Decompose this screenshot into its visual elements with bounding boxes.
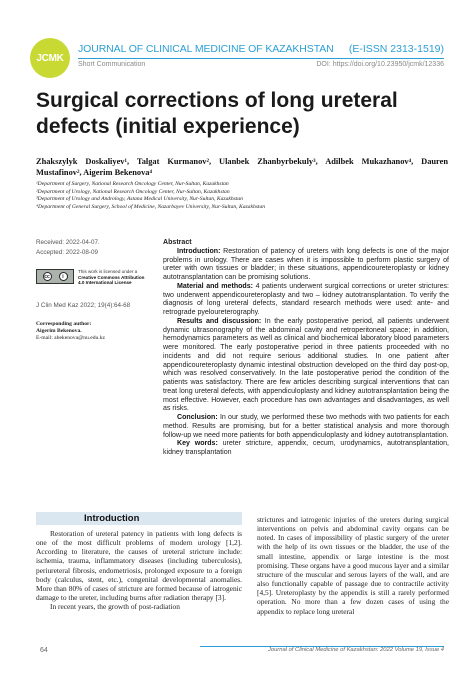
abstract-methods: Material and methods: 4 patients underwent surgical corrections or ureter strictures: two underwent appendicoureteroplasty and two – kidney autotransplantation. To verify the diagnosis of long ureteral defects, standard research methods were used: ante- and retrograde pyeloureterography. — [163, 282, 449, 316]
license-text — [78, 269, 146, 286]
affiliation-1: ¹Department of Surgery, National Research Oncology Center, Nur-Sultan, Kazakhstan — [36, 181, 229, 187]
license-name[interactable]: Creative Commons Attribution 4.0 International License — [78, 274, 145, 286]
corr-email[interactable]: E-mail: abekenova@nu.edu.kz — [36, 335, 105, 342]
abstract-conclusion: Conclusion: In our study, we performed these two methods with two patients for each method. Results are promising, but for a better statistical analysis and more thorough follow-up we need more patients for both appendiculoplasty and kidney autotransplantation. — [163, 414, 449, 439]
journal-logo — [30, 38, 70, 78]
affiliation-3: ³Department of Urology and Andrology, Astana Medical University, Nur-Sultan, Kazakhstan — [36, 196, 243, 203]
license-prefix: This work is licensed under a — [78, 269, 138, 274]
accepted-date: Accepted: 2022-08-09 — [36, 249, 98, 256]
license-block — [36, 269, 146, 286]
affiliations — [36, 181, 448, 211]
page-number: 64 — [40, 647, 48, 654]
cc-by-badge[interactable] — [36, 269, 74, 284]
body-paragraph: Restoration of ureteral patency in patients with long defects is one of the most difficult problems of modern urology [1,2]. According to literature, the causes of ureteral stricture include: ischemia, trauma, inflammatory diseases (including tuberculosis), periureteral fibrosis, endometriosis, prolonged exposure to a foreign body (calculus, stent, etc.), congenital developmental anomalies. More than 80% of cases of stricture are formed because of iatrogenic damage to the ureter, including burns after radiation therapy [3]. — [36, 529, 242, 603]
section-title: Introduction — [84, 513, 140, 524]
body-column-right — [257, 515, 449, 616]
journal-name: JOURNAL OF CLINICAL MEDICINE OF KAZAKHSTAN — [78, 43, 334, 55]
affiliation-2: ²Department of Urology, National Research Oncology Center, Nur-Sultan, Kazakhstan — [36, 188, 230, 195]
abstract-keywords: Key words: ureter stricture, appendix, cecum, urodynamics, autotransplantation, kidney transplantation — [163, 440, 449, 456]
logo-text: JCMK — [36, 52, 64, 64]
corr-name: Aigerim Bekenova. — [36, 328, 82, 335]
author-list: Zhakszylyk Doskaliyev¹, Talgat Kurmanov², Ulanbek Zhanbyrbekuly³, Adilbek Mukazhanov⁴, Dauren Mustafinov², Aigerim Bekenova⁴ — [36, 157, 448, 177]
article-title: Surgical corrections of long ureteral defects (initial experience) — [36, 89, 398, 138]
body-paragraph: strictures and iatrogenic injuries of the ureters during surgical interventions on pelvis and abdominal cavity organs can be noted. In cases of impossibility of plastic surgery of the ureter with the help of its own tissues or the bladder, the use of the small intestine, appendix or large intestine is the most promising. These organs have a good mucous layer and a similar structure of the muscular and serous layers of the wall, and are also functionally capable of passage due to contractile activity [4,5]. Ureteroplasty by the appendix is still a rarely performed operation. No more than a few dozen cases of using the appendix to replace long ureteral — [257, 515, 449, 616]
doi-link[interactable]: DOI: https://doi.org/10.23950/jcmk/12336 — [316, 61, 444, 68]
citation: J Clin Med Kaz 2022; 19(4):64-68 — [36, 302, 131, 309]
abstract-intro: Introduction: Restoration of patency of ureters with long defects is one of the major problems in urology. There are cases when it is impossible to perform plastic surgery of ureter with own tissues or bladder; in these situations, appendicoureteroplasty or kidney autotransplantation can be promising solutions. — [163, 247, 449, 281]
abstract — [163, 239, 449, 458]
cc-icon: cc — [44, 273, 50, 280]
header-divider — [78, 58, 444, 59]
abstract-heading: Abstract — [163, 239, 192, 246]
received-date: Received: 2022-04-07. — [36, 239, 100, 246]
affiliation-4: ⁴Department of General Surgery, School of Medicine, Nazarbayev University, Nur-Sultan, Kazakhstan — [36, 203, 266, 210]
footer-journal: Journal of Clinical Medicine of Kazakhstan: 2022 Volume 19, Issue 4 — [267, 647, 444, 653]
corr-label: Corresponding author: — [36, 321, 92, 327]
attribution-icon: i — [59, 272, 68, 281]
body-column-left — [36, 529, 242, 611]
eissn: (E-ISSN 2313-1519) — [348, 43, 444, 55]
body-paragraph: In recent years, the growth of post-radiation — [50, 602, 180, 612]
article-type: Short Communication — [78, 61, 146, 68]
abstract-results: Results and discussion: In the early postoperative period, all patients underwent dynamic ultrasonography of the abdominal cavity and retroperitoneal space; in addition, hemodynamics parameters as well as clinical and biochemical laboratory blood parameters were monitored. The early postoperative period in three patients proceeded with no incidents and did not require serious additional studies. In one patient after appendicoureteroplasty dynamic intestinal obstruction developed on the third day post-op, which was resolved conservatively. In the late postoperative period the condition of the patients was satisfactory. There are few articles describing surgical interventions that can treat long ureteral defects, with appendiculoplasty and kidney autotransplantation being the most effective. However, each procedure has own advantages and disadvantages, as well as risks. — [163, 317, 450, 413]
corresponding-author — [36, 321, 146, 343]
